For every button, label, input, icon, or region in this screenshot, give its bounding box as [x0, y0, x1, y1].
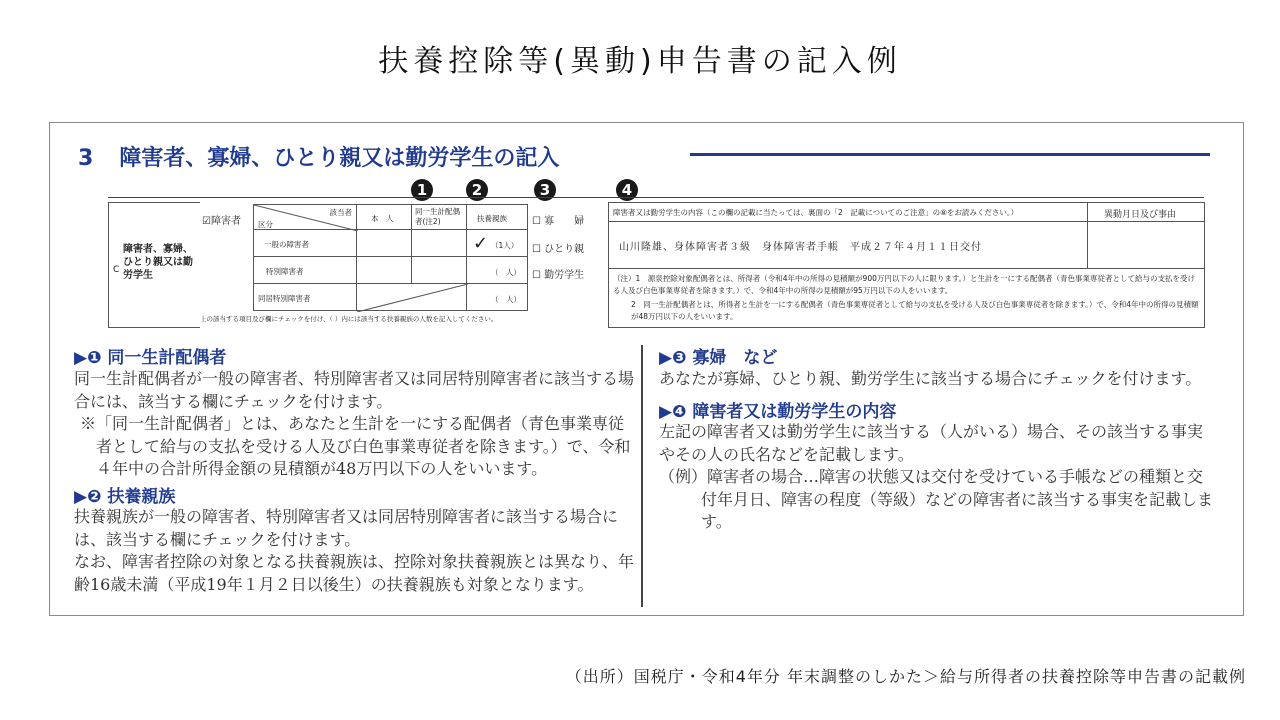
row-general-label-cell — [253, 229, 357, 257]
spouse-explanation — [74, 368, 634, 481]
content-para-2: （例）障害者の場合…障害の状態又は交付を受けている手帳などの種類と交付年月日、障害の程度（等級）などの障害者に該当する事実を記載します。 — [659, 467, 1214, 531]
cell-spouse-special — [411, 256, 467, 284]
row-cohabit: 同居特別障害者 — [258, 294, 311, 303]
source-citation: （出所）国税庁・令和4年分 年末調整のしかた＞給与所得者の扶養控除等申告書の記載例 — [565, 667, 1246, 686]
count-cohabit: （ 人） — [491, 295, 521, 304]
row-label: 障害者、寡婦、ひとり親又は勤労学生 — [123, 244, 193, 281]
count-special: （ 人） — [491, 268, 521, 277]
content-value: 山川隆雄、身体障害者３級 身体障害者手帳 平成２７年４月１１日交付 — [619, 242, 982, 253]
note-2: 2 同一生計配偶者とは、所得者と生計を一にする配偶者（青色事業専従者として給与の支払を受ける人及び白色事業専従者を除きます。）で、令和4年中の所得の見積額が48万円以下の人をいいます。 — [631, 300, 1199, 321]
content-header: 障害者又は勤労学生の内容（この欄の記載に当たっては、裏面の「2 記載についてのご注意」の⑧をお読みください。） — [613, 208, 1019, 217]
cohabit-diagonal — [357, 284, 468, 312]
column-divider — [641, 345, 643, 607]
marker-3: 3 — [534, 179, 556, 201]
row-prefix: C — [113, 265, 120, 275]
heading-dependents: ▶❷ 扶養親族 — [74, 487, 176, 507]
col-dependents-cell — [466, 204, 528, 230]
col-spouse: 同一生計配偶者(注2) — [415, 207, 460, 226]
change-value-cell — [1087, 221, 1205, 269]
dependents-para-1: 扶養親族が一般の障害者、特別障害者又は同居特別障害者に該当する場合には、該当する欄にチェックを付けます。 — [74, 507, 619, 549]
col-area: 該当者 — [329, 208, 352, 217]
opt-widow: ☐ 寡 婦 — [532, 216, 585, 227]
row-special: 特別障害者 — [266, 267, 304, 276]
widow-explanation: あなたが寡婦、ひとり親、勤労学生に該当する場合にチェックを付けます。 — [659, 369, 1202, 388]
change-header-cell — [1087, 202, 1205, 222]
note-1: （注）1 源泉控除対象配偶者とは、所得者（令和4年中の所得の見積額が900万円以下の人に限ります。）と生計を一にする配偶者（青色事業専従者として給与の支払を受ける人及び白色事業専従者を除きます。）で、令和4年中の所得の見積額が95万円以下の人をいいます。 — [613, 274, 1196, 295]
col-self: 本 人 — [371, 214, 394, 223]
col-kubun: 区分 — [258, 220, 273, 229]
dependents-para-2: なお、障害者控除の対象となる扶養親族は、控除対象扶養親族とは異なり、年齢16歳未満（平成19年１月２日以後生）の扶養親族も対象となります。 — [74, 552, 635, 594]
form-footnote: 上の該当する項目及び欄にチェックを付け、（ ）内には該当する扶養親族の人数を記入してください。 — [200, 315, 498, 323]
heading-content: ▶❹ 障害者又は勤労学生の内容 — [659, 402, 897, 422]
form-excerpt — [108, 197, 1204, 328]
content-header-cell — [608, 202, 1088, 222]
section-title — [78, 141, 559, 172]
marker-4: 4 — [616, 179, 638, 201]
page-title: 扶養控除等(異動)申告書の記入例 — [378, 44, 902, 79]
cell-self-spouse-cohabit — [356, 283, 467, 311]
cell-dependents-general — [466, 229, 528, 257]
col-dependents: 扶養親族 — [477, 214, 507, 223]
marker-2: 2 — [466, 179, 488, 201]
check-mark: ✓ — [473, 233, 489, 254]
header-diag-cell — [253, 204, 357, 230]
row-cohabit-label-cell — [253, 283, 357, 311]
row-label-cell — [108, 202, 200, 328]
notes-cell — [608, 268, 1205, 328]
marker-1: 1 — [411, 179, 433, 201]
spouse-para-2: ※「同一生計配偶者」とは、あなたと生計を一にする配偶者（青色事業専従者として給与の支払を受ける人及び白色事業専従者を除きます。）で、令和４年中の合計所得金額の見積額が48万円以下の人をいいます。 — [80, 414, 631, 478]
cell-dependents-cohabit — [466, 283, 528, 311]
col-self-cell — [356, 204, 412, 230]
row-general: 一般の障害者 — [264, 240, 309, 249]
count-general: （1人） — [491, 241, 519, 250]
section-title-text: 障害者、寡婦、ひとり親又は勤労学生の記入 — [119, 146, 560, 171]
cell-self-special — [356, 256, 412, 284]
content-para-1: 左記の障害者又は勤労学生に該当する（人がいる）場合、その該当する事実やその人の氏名などを記載します。 — [659, 422, 1204, 464]
checkbox-disabled: ☑障害者 — [202, 216, 241, 227]
opt-student: ☐ 勤労学生 — [532, 270, 585, 281]
section-number: 3 — [78, 146, 94, 171]
content-value-cell — [608, 221, 1088, 269]
section-rule — [690, 153, 1210, 156]
cell-self-general — [356, 229, 412, 257]
opt-single-parent: ☐ ひとり親 — [532, 244, 585, 255]
cell-dependents-special — [466, 256, 528, 284]
heading-spouse: ▶❶ 同一生計配偶者 — [74, 348, 227, 368]
change-header: 異動月日及び事由 — [1104, 210, 1177, 220]
heading-widow: ▶❸ 寡婦 など — [659, 348, 778, 368]
dependents-explanation — [74, 506, 634, 596]
row-special-label-cell — [253, 256, 357, 284]
cell-spouse-general — [411, 229, 467, 257]
col-spouse-cell — [411, 204, 467, 230]
spouse-para-1: 同一生計配偶者が一般の障害者、特別障害者又は同居特別障害者に該当する場合には、該当する欄にチェックを付けます。 — [74, 369, 635, 411]
content-explanation — [659, 421, 1215, 534]
